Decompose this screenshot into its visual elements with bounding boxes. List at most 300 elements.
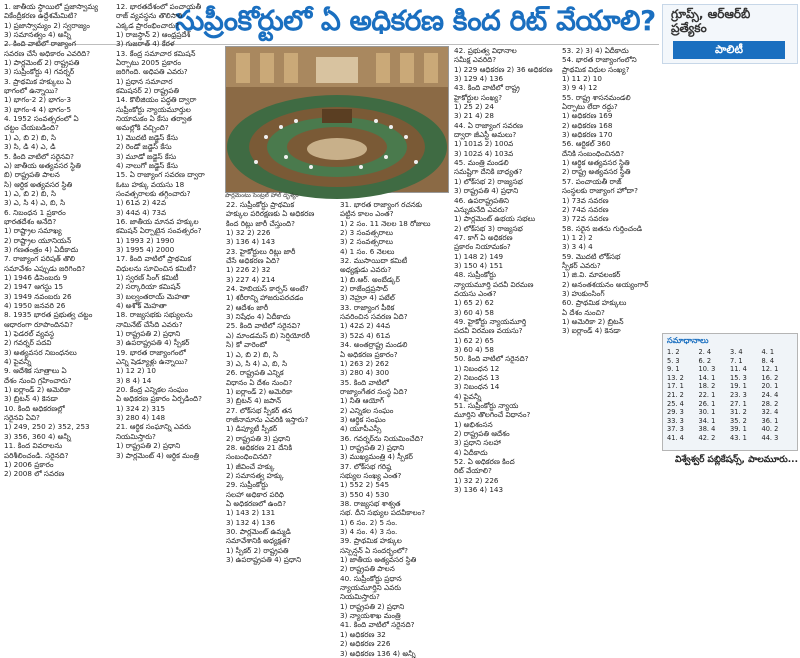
question-line: 1) 25 2) 24 xyxy=(454,102,494,112)
question-line: 1) జాతీయ అత్యవసర స్థితి xyxy=(340,555,417,565)
question-line: 1) 2006 ప్రకారం xyxy=(4,459,54,469)
question-line: 18. రాజ్యసభకు సభ్యులను xyxy=(116,310,193,320)
question-line: 35. కింది వాటిలో xyxy=(340,377,389,387)
question-line: 60. ప్రాథమిక హక్కులు xyxy=(562,298,627,308)
text-column-5 xyxy=(454,46,560,495)
question-line: 3) ముఖ్యమంత్రి 4) స్పీకర్ xyxy=(340,452,413,462)
question-line: సభ్యుల సంఖ్య ఎంత? xyxy=(340,470,402,480)
question-line: 3) సుప్రీంకోర్టు 4) గవర్నర్ xyxy=(4,67,75,77)
question-line: 25. కింది వాటిలో సరైనవి? xyxy=(226,321,301,331)
question-line: 1) ప్రజాస్వామ్యం 2) స్వరాజ్యం xyxy=(4,20,90,30)
question-line: ఆధారంగా రూపొందినవి? xyxy=(4,319,74,329)
question-line: 1) రాష్ట్రాల సమాఖ్య xyxy=(4,226,62,236)
question-line: అమల్లోకి వచ్చింది? xyxy=(116,123,169,133)
question-line: 47. కాగ్ ఏ అధికరణ xyxy=(454,232,513,242)
question-line: 3) ఎ, సి 4) ఎ, బి, సి xyxy=(4,198,66,208)
question-line: 2. కింది వాటిలో రాజ్యాంగ xyxy=(4,39,76,49)
question-line: 3) అధికరణ 136 4) అన్నీ xyxy=(340,648,416,658)
answer-key-cell: 39. 1 xyxy=(730,425,747,434)
question-line: 3) 52వ 4) 61వ xyxy=(340,330,391,340)
question-line: 3) 227 4) 214 xyxy=(226,274,276,284)
question-line: 7. రాజ్యాంగ పరిషత్ తొలి xyxy=(4,254,76,264)
question-line: 1) నిబంధన 12 xyxy=(454,363,500,373)
question-line: 1) రాష్ట్రపతి 2) ప్రధాని xyxy=(340,601,405,611)
question-line: స్పీకర్ ఎవరు? xyxy=(562,260,601,270)
question-line: 2) నిబంధన 13 xyxy=(454,373,500,383)
question-line: 2) 74వ సవరణ xyxy=(562,204,609,214)
answer-key-cell: 28. 2 xyxy=(761,399,779,408)
answer-key-cell: 15. 3 xyxy=(730,373,747,382)
question-line: 55. రాష్ట్ర శాసనమండలి xyxy=(562,92,631,102)
answer-key-box xyxy=(662,333,798,451)
badge-subtitle: ప్రత్యేకం xyxy=(671,21,707,35)
question-line: పదవీ విరమణ వయసు? xyxy=(454,326,523,336)
question-line: చేసే అధికరణ ఏది? xyxy=(226,256,280,266)
question-line: 27. లోక్‌సభ స్పీకర్ తన xyxy=(226,405,293,415)
question-line: నియమిస్తారు? xyxy=(116,431,156,441)
question-line: 3) న్యాయశాఖ మంత్రి xyxy=(340,611,401,621)
question-line: 3) 2 సంవత్సరాలు xyxy=(340,237,393,247)
question-line: 4) అశోక్ మెహతా xyxy=(116,301,167,310)
question-line: రాజీనామాను ఎవరికి ఇస్తారు? xyxy=(226,414,309,424)
question-line: 28. అధికరణ 21 దేనికి xyxy=(226,442,293,452)
question-line: 2) అధికరణ 226 xyxy=(340,639,391,649)
question-line: దేనికి సంబంధించినది? xyxy=(562,148,625,158)
question-line: 3) 150 4) 151 xyxy=(454,260,504,270)
answer-key-cell: 19. 1 xyxy=(730,382,747,391)
question-line: 1) 11 2) 10 xyxy=(562,74,602,84)
question-line: 2) 1947 ఆగస్టు 15 xyxy=(4,282,64,292)
question-line: 2) రాష్ట్ర అత్యవసర స్థితి xyxy=(562,167,631,177)
question-line: ద్వారా జీఎస్టీ అమలు? xyxy=(454,130,517,140)
answer-key-cell: 32. 4 xyxy=(761,408,779,417)
question-line: నియామకం ఏ కేసు తర్వాత xyxy=(116,114,192,124)
question-line: 3) రాష్ట్రపతి 4) ప్రధాని xyxy=(454,186,519,196)
question-line: 3) పార్లమెంట్ 4) ఆర్థిక మంత్రి xyxy=(116,450,199,460)
question-line: 31. భారత రాజ్యాంగ రచనకు xyxy=(340,200,423,209)
question-line: 1) 552 2) 545 xyxy=(340,480,390,490)
answer-key-cell: 10. 3 xyxy=(698,365,716,374)
question-line: 1) జీవించే హక్కు xyxy=(226,461,275,471)
question-line: 3) నెహ్రూ 4) పటేల్ xyxy=(340,293,395,303)
question-line: 3) 21 4) 28 xyxy=(454,111,494,121)
badge-title: గ్రూప్స్, ఆర్ఆర్‌బీ xyxy=(671,7,751,21)
question-line: పట్టిన కాలం ఎంత? xyxy=(340,209,394,219)
answer-key-cell: 27. 1 xyxy=(730,399,747,408)
question-line: 3) 1995 4) 2000 xyxy=(116,244,175,254)
question-line: 3) ఎ, సి 4) ఎ, బి, సి xyxy=(226,358,288,368)
question-line: విధులను సూచించిన కమిటీ? xyxy=(116,263,197,273)
question-line: భాగంలో ఉన్నాయి? xyxy=(4,86,59,96)
question-line: 1) ఐర్లాండ్ 2) అమెరికా xyxy=(226,386,293,396)
answer-key-title: సమాధానాలు xyxy=(667,336,709,345)
question-line: 1) డిప్యూటీ స్పీకర్ xyxy=(226,424,278,434)
question-line: 2) రాష్ట్రపతి 3) ప్రధాని xyxy=(226,433,291,443)
question-line: 4) పైవన్నీ xyxy=(4,357,32,367)
question-line: 1) 2 సం. 11 నెలల 18 రోజులు xyxy=(340,218,431,228)
question-line: 1) 6 సం. 2) 5 సం. xyxy=(340,517,398,527)
question-line: 1) 148 2) 149 xyxy=(454,251,504,261)
question-line: 3) హుకుంసింగ్ xyxy=(562,288,605,298)
question-line: న్యాయమూర్తి పదవీ విరమణ xyxy=(454,279,534,289)
question-line: 29. సుప్రీంకోర్టు xyxy=(226,480,269,490)
question-line: 3) ఉపరాష్ట్రపతి 4) స్పీకర్ xyxy=(116,338,190,348)
question-line: 1) ఎ, బి 2) బి, సి xyxy=(226,349,278,359)
question-line: 3. ప్రాథమిక హక్కులు ఏ xyxy=(4,76,72,86)
question-line: వయసు ఎంత? xyxy=(454,288,497,298)
question-line: 58. సరైన జతను గుర్తించండి xyxy=(562,223,643,233)
question-line: ఏర్పాటు 2005 ప్రకారం xyxy=(116,58,182,68)
question-line: 34. అంతర్రాష్ట్ర మండలి xyxy=(340,340,408,350)
question-line: 4) ఏదీకాదు xyxy=(454,447,488,457)
question-line: 2) 2008 లో సవరణ xyxy=(4,469,65,479)
question-line: 56. ఆర్టికల్ 360 xyxy=(562,139,611,149)
question-line: 4) యూపీఎస్సీ xyxy=(340,424,382,434)
question-line: 57. పంచాయతీ రాజ్ xyxy=(562,176,622,186)
question-line: 53. 2) 3) 4) ఏదీకాదు xyxy=(562,46,629,55)
answer-key-cell: 30. 1 xyxy=(698,408,716,417)
question-line: హక్కుల పరిరక్షణకు ఏ అధికరణ xyxy=(226,209,315,219)
question-line: 3) 136 4) 143 xyxy=(226,237,276,247)
question-line: 3) మూడో జడ్జెస్ కేసు xyxy=(116,151,177,161)
question-line: 1) ఆర్థిక అత్యవసర స్థితి xyxy=(562,158,630,168)
question-line: 3) అధికరణ 170 xyxy=(562,130,613,140)
question-line: 1. జాతీయ స్థాయిలో ప్రజాస్వామ్య xyxy=(4,2,99,11)
question-line: ఎన్ని షెడ్యూళ్లు ఉన్నాయి? xyxy=(116,357,188,367)
question-line: 1) 226 2) 32 xyxy=(226,265,271,275)
answer-key-cell: 44. 3 xyxy=(761,433,779,442)
question-line: 2) లోక్‌సభ 3) రాజ్యసభ xyxy=(454,223,523,233)
question-line: 4) 1 సం. 6 నెలలు xyxy=(340,246,395,256)
question-line: 3) 4 సం. 4) 3 సం. xyxy=(340,527,398,537)
question-line: సలహా అధికార పరిధి xyxy=(226,489,284,499)
question-line: 1) 61వ 2) 42వ xyxy=(116,198,167,208)
question-line: 8. 1935 భారత ప్రభుత్వ చట్టం xyxy=(4,310,93,320)
question-line: 1) ఐర్లాండ్ 2) అమెరికా xyxy=(4,385,71,395)
question-line: 23. హైకోర్టులు రిట్లు జారీ xyxy=(226,246,296,256)
question-line: 5. కింది వాటిలో సరైనవి? xyxy=(4,151,74,161)
question-line: 1) 1946 డిసెంబరు 9 xyxy=(4,272,68,282)
question-line: 1) అధికరణ 32 xyxy=(340,629,386,639)
question-line: 1) 73వ సవరణ xyxy=(562,195,609,205)
question-line: 2) ఆదేశం జారీ xyxy=(226,302,269,312)
question-line: సి) కో వారెంటో xyxy=(226,340,267,350)
question-line: 1) ప్రధాన సమాచార xyxy=(116,76,173,86)
answer-key-cell: 29. 3 xyxy=(667,408,684,417)
answer-key-cell: 17. 1 xyxy=(667,382,684,391)
question-line: 1) రాష్ట్రపతి 2) ప్రధాని xyxy=(116,329,181,339)
question-line: కమిషనర్ 2) రాష్ట్రపతి xyxy=(116,86,180,96)
question-line: 4. 1952 సంవత్సరంలో ఏ xyxy=(4,114,79,124)
question-line: 1) 65 2) 62 xyxy=(454,298,494,308)
answer-key-cell: 42. 2 xyxy=(698,433,716,442)
question-line: 13. కేంద్ర సమాచార కమిషన్ xyxy=(116,48,196,58)
question-line: 1) ఎ, బి 2) బి, సి xyxy=(4,188,56,198)
question-line: 1) 324 2) 315 xyxy=(116,403,166,413)
question-line: 2) సర్కారియా కమిషన్ xyxy=(116,282,181,292)
question-line: 1) లోక్‌సభ 2) రాజ్యసభ xyxy=(454,176,523,186)
question-line: ప్రాథమిక విధుల సంఖ్య? xyxy=(562,64,630,74)
question-line: 48. సుప్రీంకోర్టు xyxy=(454,270,497,280)
question-line: 3) 280 4) 148 xyxy=(116,413,166,423)
question-line: 2) 3 సంవత్సరాలు xyxy=(340,228,393,238)
question-line: 42. ప్రభుత్వ విధానాల xyxy=(454,46,517,55)
question-line: 3) సి, డి 4) ఎ, డి xyxy=(4,142,56,152)
question-line: 3) నిషేధం 4) ఏదీకాదు xyxy=(226,312,291,322)
question-line: ఎన్నుకునేది ఎవరు? xyxy=(454,204,509,214)
question-line: 32. ముసాయిదా కమిటీ xyxy=(340,256,408,266)
question-line: 6. నిబంధన 1 ప్రకారం xyxy=(4,207,66,217)
question-line: 51. సుప్రీంకోర్టు న్యాయ xyxy=(454,401,519,411)
answer-key-cell: 38. 4 xyxy=(698,425,716,434)
question-line: 1) రాజస్థాన్ 2) ఆంధ్రప్రదేశ్ xyxy=(116,30,191,40)
question-line: 1) అమెరికా 2) బ్రిటన్ xyxy=(562,316,624,326)
question-line: 10. కింది అధికరణల్లో xyxy=(4,403,65,413)
question-line: 2) అనంతశయనం అయ్యంగార్ xyxy=(562,279,649,289)
question-line: సుప్రీంకోర్టు న్యాయమూర్తుల xyxy=(116,104,191,114)
question-line: 3) సమానత్వం 4) అన్నీ xyxy=(4,30,71,40)
text-column-3 xyxy=(226,200,336,565)
question-line: సరైనవి ఏవి? xyxy=(4,413,40,423)
question-line: 1) 32 2) 226 xyxy=(226,228,271,238)
text-column-4 xyxy=(340,200,450,658)
question-line: 1) అభిశంసన xyxy=(454,419,493,429)
question-line: హైకోర్టుల సంఖ్య? xyxy=(454,92,503,102)
question-line: 1) 12 2) 10 xyxy=(116,366,156,376)
question-line: ఏ అధికరణలో ఉంది? xyxy=(226,499,287,508)
question-line: న్యాయమూర్తిని ఎవరు xyxy=(340,583,401,593)
question-line: 2) సమానత్వ హక్కు xyxy=(226,470,284,480)
question-line: 33. రాజ్యాంగ పీఠిక xyxy=(340,302,395,312)
question-line: 22. సుప్రీంకోర్టు ప్రాథమిక xyxy=(226,200,295,209)
question-line: సమష్టిగా దేనికి బాధ్యత? xyxy=(454,167,523,177)
question-line: 1) 249, 250 2) 352, 253 xyxy=(4,422,90,432)
answer-key-cell: 43. 1 xyxy=(730,433,747,442)
question-line: 3) ఉపరాష్ట్రపతి 4) ప్రధాని xyxy=(226,555,302,565)
badge-section-label: పాలిటీ xyxy=(673,41,785,59)
question-line: 39. ప్రాథమిక హక్కుల xyxy=(340,536,402,546)
question-line: 3) గుజరాత్ 4) కేరళ xyxy=(116,39,175,49)
question-line: ఎ) మాండమస్ బి) సెర్షియోరరీ xyxy=(226,330,310,340)
question-line: 3) 9 4) 12 xyxy=(562,83,598,93)
question-line: 1) 62 2) 65 xyxy=(454,335,494,345)
question-line: 9. ఆదేశిక సూత్రాలు ఏ xyxy=(4,366,67,376)
question-line: సంస్థలకు రాజ్యాంగ హోదా? xyxy=(562,186,638,196)
question-line: 1) బి.ఆర్. అంబేడ్కర్ xyxy=(340,274,400,284)
question-line: దేశం నుంచి గ్రహించారు? xyxy=(4,375,72,385)
question-line: ఓటు హక్కు వయసు 18 xyxy=(116,179,185,189)
question-line: సవరించిన సవరణ ఏది? xyxy=(340,312,408,322)
question-line: 1) నీతి ఆయోగ్ xyxy=(340,396,385,406)
answer-key-cell: 34. 1 xyxy=(698,416,716,425)
question-line: 44. ఏ రాజ్యాంగ సవరణ xyxy=(454,120,523,130)
answer-key-cell: 24. 4 xyxy=(761,390,779,399)
answer-key-cell: 31. 2 xyxy=(730,408,747,417)
question-line: వికేంద్రీకరణ ఉద్దేశమేమిటి? xyxy=(4,11,78,21)
question-line: 52. ఏ అధికరణ కింద xyxy=(454,457,515,467)
question-line: 3) 8 4) 14 xyxy=(116,375,152,385)
question-line: 3) ప్రధాని సలహా xyxy=(454,438,501,448)
question-line: 3) 356, 360 4) అన్నీ xyxy=(4,431,71,441)
question-line: 1) మొదటి జడ్జెస్ కేసు xyxy=(116,132,178,142)
question-line: 1) 263 2) 262 xyxy=(340,358,390,368)
question-line: రాజ్ వ్యవస్థను తొలిసారి xyxy=(116,11,183,21)
question-line: సంబంధించినది? xyxy=(226,452,272,462)
answer-key-cell: 41. 4 xyxy=(667,433,684,442)
question-line: ఎక్కడ ప్రారంభించారు? xyxy=(116,20,179,30)
question-line: నామినేట్ చేసేది ఎవరు? xyxy=(116,319,183,329)
question-line: ఏ అధికరణ ప్రకారం ఏర్పడింది? xyxy=(116,394,202,404)
question-line: 2) రాజేంద్రప్రసాద్ xyxy=(340,284,388,294)
question-line: విధానం ఏ దేశం నుంచి? xyxy=(226,377,293,387)
headline: సుప్రీంకోర్టులో ఏ అధికరణ కింద రిట్ వేయాలి? xyxy=(175,4,656,37)
question-line: ఏర్పాటు లేదా రద్దు? xyxy=(562,102,618,112)
question-line: 26. రాష్ట్రపతి ఎన్నిక xyxy=(226,368,284,378)
question-line: 1) జి.వి. మావలంకర్ xyxy=(562,270,621,280)
question-line: 3) 44వ 4) 73వ xyxy=(116,207,167,217)
text-column-2 xyxy=(116,2,222,475)
question-line: సమావేశం ఎప్పుడు జరిగింది? xyxy=(4,263,86,273)
question-line: 4) పైవన్నీ xyxy=(454,391,482,401)
assembly-hall-illustration xyxy=(226,47,448,192)
footer-credit: విశ్వేశ్వర్ పబ్లికేషన్స్, పాలమూరు... xyxy=(674,455,798,465)
question-line: 2) రాష్ట్రపతి ఆదేశం xyxy=(454,429,510,439)
question-line: 21. ఆర్థిక సంఘాన్ని ఎవరు xyxy=(116,422,191,432)
question-line: 1) 1 2) 2 xyxy=(562,232,593,242)
question-line: 11. కింద వివరాలను xyxy=(4,441,63,451)
question-line: 20. కేంద్ర ఎన్నికల సంఘం xyxy=(116,385,189,395)
question-line: సస్పెన్షన్ ఏ సందర్భంలో? xyxy=(340,545,408,555)
question-line: సంవత్సరాలకు తగ్గించారు? xyxy=(116,188,191,198)
answer-key-cell: 8. 4 xyxy=(761,356,775,365)
question-line: 54. భారత రాజ్యాంగంలోని xyxy=(562,55,637,65)
answer-key-cell: 11. 4 xyxy=(730,365,747,374)
question-line: 3) 132 4) 136 xyxy=(226,517,276,527)
question-line: 40. సుప్రీంకోర్టు ప్రధాన xyxy=(340,573,402,583)
question-line: 3) 550 4) 530 xyxy=(340,489,390,499)
question-line: 3) 136 4) 143 xyxy=(454,485,504,495)
question-line: 1) భాగం-2 2) భాగం-3 xyxy=(4,95,72,105)
answer-key-cell: 1. 2 xyxy=(667,348,680,356)
question-line: 1) 143 2) 131 xyxy=(226,508,276,518)
answer-key-cell: 9. 1 xyxy=(667,365,680,374)
question-line: 1) 42వ 2) 44వ xyxy=(340,321,391,331)
photo-caption: పార్లమెంటు సెంట్రల్ హాల్ దృశ్యం xyxy=(225,192,299,199)
answer-key-cell: 6. 2 xyxy=(698,356,712,365)
answer-key-cell: 21. 2 xyxy=(667,390,684,399)
answer-key-cell: 4. 1 xyxy=(761,348,775,356)
question-line: 2) రాష్ట్రాల యూనియన్ xyxy=(4,235,72,245)
question-line: 3) బ్రిటన్ 4) కెనడా xyxy=(4,394,58,404)
question-line: మూర్తిని తొలగించే విధానం? xyxy=(454,410,531,420)
text-column-6 xyxy=(562,46,658,475)
question-line: 2) ఎన్నికల సంఘం xyxy=(340,405,394,415)
answer-key-cell: 37. 3 xyxy=(667,425,684,434)
question-line: 1) పార్లమెంట్ ఉభయ సభలు xyxy=(454,214,536,224)
question-line: 3) 129 4) 136 xyxy=(454,74,504,84)
question-line: 3) 280 4) 300 xyxy=(340,368,390,378)
answer-key-cell: 5. 3 xyxy=(667,356,680,365)
question-line: బి) రాష్ట్రపతి పాలన xyxy=(4,170,60,180)
question-line: 3) 3 4) 4 xyxy=(562,242,593,252)
question-line: 3) అత్యవసర నిబంధనలు xyxy=(4,347,77,357)
question-line: 2) రెండో జడ్జెస్ కేసు xyxy=(116,142,172,152)
question-line: 12. భారతదేశంలో పంచాయతీ xyxy=(116,2,202,11)
answer-key-grid xyxy=(667,348,793,443)
question-line: 59. మొదటి లోక్‌సభ xyxy=(562,251,621,261)
answer-key-cell: 3. 4 xyxy=(730,348,743,356)
question-line: సమీక్ష ఎవరిది? xyxy=(454,55,497,65)
question-line: 4) 1950 జనవరి 26 xyxy=(4,301,66,310)
question-line: 3) 60 4) 58 xyxy=(454,307,494,317)
question-line: 1) స్వరణ్ సింగ్ కమిటీ xyxy=(116,272,179,282)
question-line: 16. జాతీయ మానవ హక్కుల xyxy=(116,216,199,226)
answer-key-cell: 13. 2 xyxy=(667,373,684,382)
question-line: ఏ అధికరణ ప్రకారం? xyxy=(340,349,398,359)
question-line: 3) ఆర్థిక సంఘం xyxy=(340,414,386,424)
answer-key-cell: 40. 2 xyxy=(761,425,779,434)
answer-key-cell: 7. 1 xyxy=(730,356,743,365)
question-line: ఏ దేశం నుంచి? xyxy=(562,307,605,317)
question-line: 1) రాష్ట్రపతి 2) ప్రధాని xyxy=(340,442,405,452)
question-line: 3) బల్వంతరాయ్ మెహతా xyxy=(116,291,190,301)
text-column-1 xyxy=(4,2,112,479)
question-line: 1) ఫెడరల్ వ్యవస్థ xyxy=(4,329,55,339)
question-line: 1) 101వ 2) 100వ xyxy=(454,139,514,149)
answer-key-cell: 18. 2 xyxy=(698,382,716,391)
answer-key-cell: 14. 1 xyxy=(698,373,716,382)
answer-key-cell: 23. 3 xyxy=(730,390,747,399)
question-line: ప్రకారం నియామకం? xyxy=(454,242,511,252)
question-line: 1) 32 2) 226 xyxy=(454,475,499,485)
question-line: 2) గవర్నర్ పదవి xyxy=(4,338,52,348)
question-line: 1) 1993 2) 1990 xyxy=(116,235,175,245)
question-line: నియమిస్తారు? xyxy=(340,592,380,602)
question-line: జరిగింది. అధిపతి ఎవరు? xyxy=(116,67,188,77)
question-line: చట్టం చేయబడింది? xyxy=(4,123,59,133)
question-line: 36. గవర్నర్‌ను నియమించేది? xyxy=(340,433,424,443)
question-line: 38. రాజ్యసభ శాశ్వత xyxy=(340,499,401,508)
answer-key-cell: 16. 2 xyxy=(761,373,779,382)
question-line: కింద రిట్లు జారీ చేస్తుంది? xyxy=(226,218,295,228)
question-line: 2) రాష్ట్రపతి పాలన xyxy=(340,564,395,574)
question-line: 45. మంత్రి మండలి xyxy=(454,158,509,168)
question-line: 49. హైకోర్టు న్యాయమూర్తి xyxy=(454,316,527,326)
question-line: 3) 72వ సవరణ xyxy=(562,214,609,224)
question-line: 1) పార్లమెంట్ 2) రాష్ట్రపతి xyxy=(4,58,80,68)
question-line: 1) అధికరణ 169 xyxy=(562,111,613,121)
question-line: 3) బ్రిటన్ 4) జపాన్ xyxy=(226,396,282,406)
question-line: 37. లోక్‌సభ గరిష్ఠ xyxy=(340,461,392,471)
question-line: 41. కింది వాటిలో సరైనది? xyxy=(340,620,415,630)
question-line: 3) గణతంత్రం 4) ఏదీకాదు xyxy=(4,244,79,254)
question-line: 14. కొలీజియం పద్ధతి ద్వారా xyxy=(116,95,197,105)
answer-key-cell: 2. 4 xyxy=(698,348,712,356)
answer-key-cell: 33. 3 xyxy=(667,416,684,425)
answer-key-cell: 35. 2 xyxy=(730,416,747,425)
question-line: 3) నిబంధన 14 xyxy=(454,382,500,392)
question-line: 1) రాష్ట్రపతి 2) ప్రధాని xyxy=(116,441,181,451)
question-line: 1) స్పీకర్ 2) రాష్ట్రపతి xyxy=(226,545,289,555)
question-line: 3) భాగం-4 4) భాగం-5 xyxy=(4,104,72,114)
question-line: భారతదేశం అనేది? xyxy=(4,216,57,226)
question-line: 1) 229 ఆధికరణ 2) 36 అధికరణ xyxy=(454,64,553,74)
question-line: 1) శరీరాన్ని హాజరుపరచడం xyxy=(226,293,304,303)
answer-key-cell: 20. 1 xyxy=(761,382,779,391)
question-line: 3) 1949 నవంబరు 26 xyxy=(4,291,72,301)
question-line: సవరణ చేసే అధికారం ఎవరిది? xyxy=(4,48,91,58)
answer-key-cell: 36. 1 xyxy=(761,416,779,425)
